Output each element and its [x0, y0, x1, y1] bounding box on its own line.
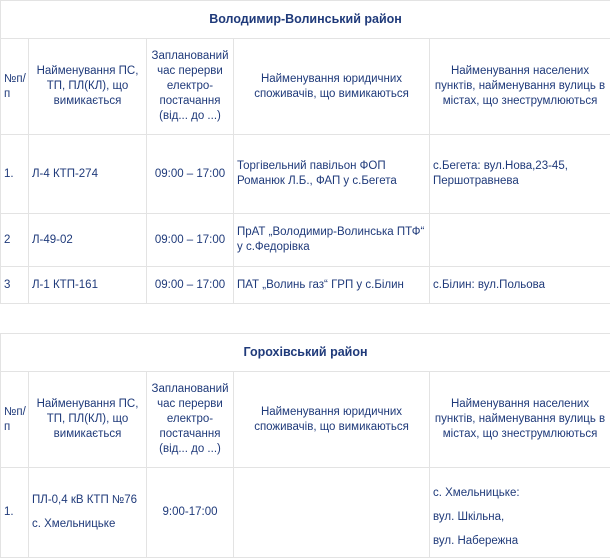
row-time: 09:00 – 17:00 [147, 135, 234, 214]
row-settlements: с.Білин: вул.Польова [430, 267, 610, 304]
row-number: 1. [1, 135, 29, 214]
row-time: 09:00 – 17:00 [147, 267, 234, 304]
row-time: 09:00 – 17:00 [147, 214, 234, 267]
row-settlement-part: вул. Набережна [433, 534, 607, 549]
row-number: 2 [1, 214, 29, 267]
table-header-row [1, 372, 610, 468]
header-line: Найменування ПС, ТП, ПЛ(КЛ), що вимикається [29, 39, 147, 135]
district-title: Володимир-Волинський район [1, 1, 610, 39]
row-number: 1. [1, 468, 29, 558]
row-line: Л-49-02 [29, 214, 147, 267]
row-settlements: с.Бегета: вул.Нова,23-45, Першотравнева [430, 135, 610, 214]
header-time: Запланований час перерви електро-постачання (від... до ...) [147, 39, 234, 135]
table-gap-row [1, 304, 610, 334]
row-line-part: с. Хмельницьке [32, 517, 143, 532]
row-consumers: Торгівельний павільон ФОП Романюк Л.Б., ФАП у с.Бегета [234, 135, 430, 214]
row-settlements [430, 468, 610, 558]
row-number: 3 [1, 267, 29, 304]
row-time: 9:00-17:00 [147, 468, 234, 558]
header-line: Найменування ПС, ТП, ПЛ(КЛ), що вимикається [29, 372, 147, 468]
header-consumers: Найменування юридичних споживачів, що вимикаються [234, 372, 430, 468]
row-consumers: ПАТ „Волинь газ“ ГРП у с.Білин [234, 267, 430, 304]
table-header-row [1, 39, 610, 135]
row-line [29, 468, 147, 558]
header-time: Запланований час перерви електро-постачання (від... до ...) [147, 372, 234, 468]
table-row [1, 267, 610, 304]
row-line: Л-1 КТП-161 [29, 267, 147, 304]
row-settlement-part: с. Хмельницьке: [433, 486, 607, 501]
table-row [1, 468, 610, 558]
header-settlements: Найменування населених пунктів, найменування вулиць в містах, що знеструмлюються [430, 372, 610, 468]
header-number: №п/п [1, 39, 29, 135]
table-row [1, 135, 610, 214]
row-settlements [430, 214, 610, 267]
row-consumers [234, 468, 430, 558]
district-title-row [1, 1, 610, 39]
row-settlement-part: вул. Шкільна, [433, 510, 607, 525]
header-settlements: Найменування населених пунктів, найменування вулиць в містах, що знеструмлюються [430, 39, 610, 135]
header-number: №п/п [1, 372, 29, 468]
row-consumers: ПрАТ „Володимир-Волинська ПТФ“ у с.Федорівка [234, 214, 430, 267]
row-line-part: ПЛ-0,4 кВ КТП №76 [32, 493, 143, 508]
row-line: Л-4 КТП-274 [29, 135, 147, 214]
table-row [1, 214, 610, 267]
header-consumers: Найменування юридичних споживачів, що вимикаються [234, 39, 430, 135]
district-title-row [1, 334, 610, 372]
district-title: Горохівський район [1, 334, 610, 372]
